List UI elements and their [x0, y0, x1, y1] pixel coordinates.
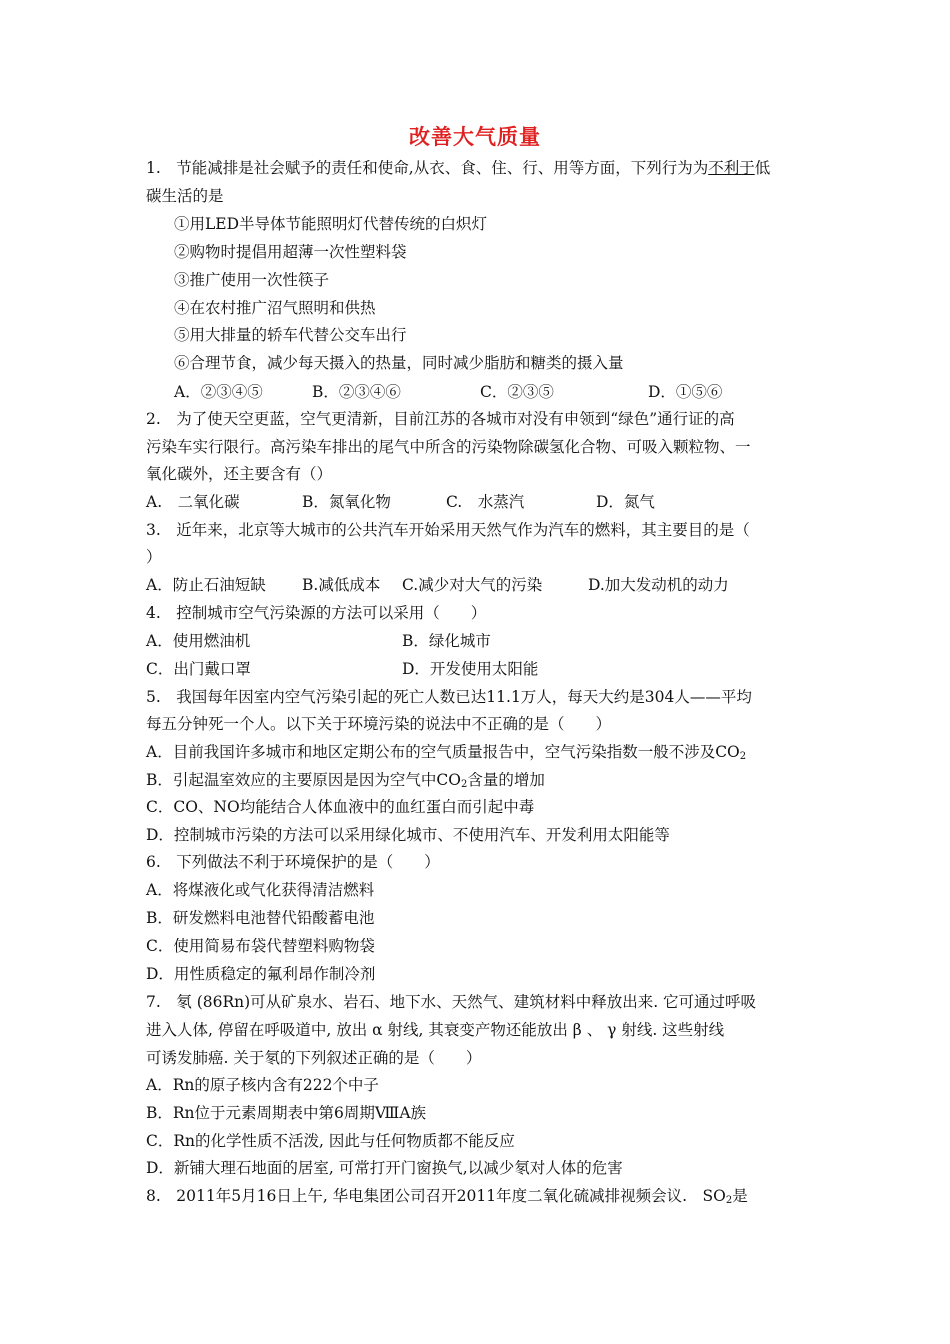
q1-item: ③推广使用一次性筷子: [174, 271, 330, 289]
q8-stem-line: 8. 2011年5月16日上午, 华电集团公司召开2011年度二氧化硫减排视频会议. $SO_2$是: [146, 1187, 748, 1206]
q4-option-b: B．绿化城市: [402, 632, 491, 650]
q4-option-a: A．使用燃油机: [146, 632, 251, 650]
q1-option-d: D．①⑤⑥: [648, 383, 723, 401]
q1-item: ①用LED半导体节能照明灯代替传统的白炽灯: [174, 215, 488, 233]
q7-stem-line: 可诱发肺癌. 关于氡的下列叙述正确的是（ ）: [146, 1049, 482, 1067]
q7-option-b: B．Rn位于元素周期表中第6周期ⅧA族: [146, 1104, 427, 1122]
q1-item: ④在农村推广沼气照明和供热: [174, 299, 376, 317]
page-title: 改善大气质量: [409, 124, 541, 149]
q3-stem-line: ）: [146, 548, 162, 566]
q1-option-a: A．②③④⑤: [174, 383, 263, 401]
q1-option-c: C．②③⑤: [480, 383, 554, 401]
q2-stem-line: 2. 为了使天空更蓝，空气更清新，目前江苏的各城市对没有申领到“绿色”通行证的高: [146, 410, 735, 428]
q6-option-d: D．用性质稳定的氟利昂作制冷剂: [146, 965, 376, 983]
q5-option-d: D．控制城市污染的方法可以采用绿化城市、不使用汽车、开发利用太阳能等: [146, 826, 670, 844]
q1-stem-line-1: 1. 节能减排是社会赋予的责任和使命,从衣、食、住、行、用等方面，下列行为为不利于低: [146, 159, 771, 177]
q6-stem-line: 6. 下列做法不利于环境保护的是（ ）: [146, 853, 440, 871]
q1-item: ②购物时提倡用超薄一次性塑料袋: [174, 243, 407, 261]
q3-option-d: D.加大发动机的动力: [588, 576, 729, 594]
underlined-text: 不利于: [708, 159, 755, 177]
q4-option-d: D．开发使用太阳能: [402, 660, 539, 678]
q2-stem-line: 污染车实行限行。高污染车排出的尾气中所含的污染物除碳氢化合物、可吸入颗粒物、一: [146, 438, 751, 456]
q6-option-b: B．研发燃料电池替代铅酸蓄电池: [146, 909, 375, 927]
q1-item: ⑥合理节食，减少每天摄入的热量，同时减少脂肪和糖类的摄入量: [174, 354, 624, 372]
q3-option-c: C.减少对大气的污染: [402, 576, 543, 594]
q2-option-b: B．氮氧化物: [302, 493, 391, 511]
q7-stem-line: 7. 氡 (86Rn)可从矿泉水、岩石、地下水、天然气、建筑材料中释放出来. 它可通过呼吸: [146, 993, 757, 1011]
q3-option-b: B.减低成本: [302, 576, 381, 594]
q5-option-c: C．CO、NO均能结合人体血液中的血红蛋白而引起中毒: [146, 798, 535, 816]
q1-stem-line-2: 碳生活的是: [146, 187, 224, 205]
q4-stem-line: 4. 控制城市空气污染源的方法可以采用（ ）: [146, 604, 487, 622]
q5-option-a: A．目前我国许多城市和地区定期公布的空气质量报告中，空气污染指数一般不涉及$CO_2$: [146, 743, 747, 762]
q2-option-d: D．氮气: [596, 493, 655, 511]
q4-option-c: C．出门戴口罩: [146, 660, 251, 678]
q2-option-a: A. 二氧化碳: [146, 493, 240, 511]
q2-option-c: C. 水蒸汽: [446, 493, 525, 511]
q5-stem-line: 5. 我国每年因室内空气污染引起的死亡人数已达11.1万人，每天大约是304人——平均: [146, 688, 752, 706]
q7-option-d: D．新铺大理石地面的居室, 可常打开门窗换气,以减少氡对人体的危害: [146, 1159, 623, 1177]
q7-option-c: C．Rn的化学性质不活泼, 因此与任何物质都不能反应: [146, 1132, 515, 1150]
q2-stem-line: 氧化碳外，还主要含有（）: [146, 465, 333, 483]
q5-stem-line: 每五分钟死一个人。以下关于环境污染的说法中不正确的是（ ）: [146, 715, 612, 733]
q1-item: ⑤用大排量的轿车代替公交车出行: [174, 326, 407, 344]
q1-option-b: B．②③④⑥: [312, 383, 401, 401]
q3-stem-line: 3. 近年来，北京等大城市的公共汽车开始采用天然气作为汽车的燃料，其主要目的是（: [146, 521, 750, 539]
q3-option-a: A．防止石油短缺: [146, 576, 266, 594]
q5-option-b: B．引起温室效应的主要原因是因为空气中$CO_2$含量的增加: [146, 771, 545, 790]
q7-stem-line: 进入人体, 停留在呼吸道中, 放出 α 射线, 其衰变产物还能放出 β 、 γ 射线. 这些射线: [146, 1021, 725, 1039]
q7-option-a: A．Rn的原子核内含有222个中子: [146, 1076, 379, 1094]
q6-option-c: C．使用简易布袋代替塑料购物袋: [146, 937, 375, 955]
q6-option-a: A．将煤液化或气化获得清洁燃料: [146, 881, 375, 899]
